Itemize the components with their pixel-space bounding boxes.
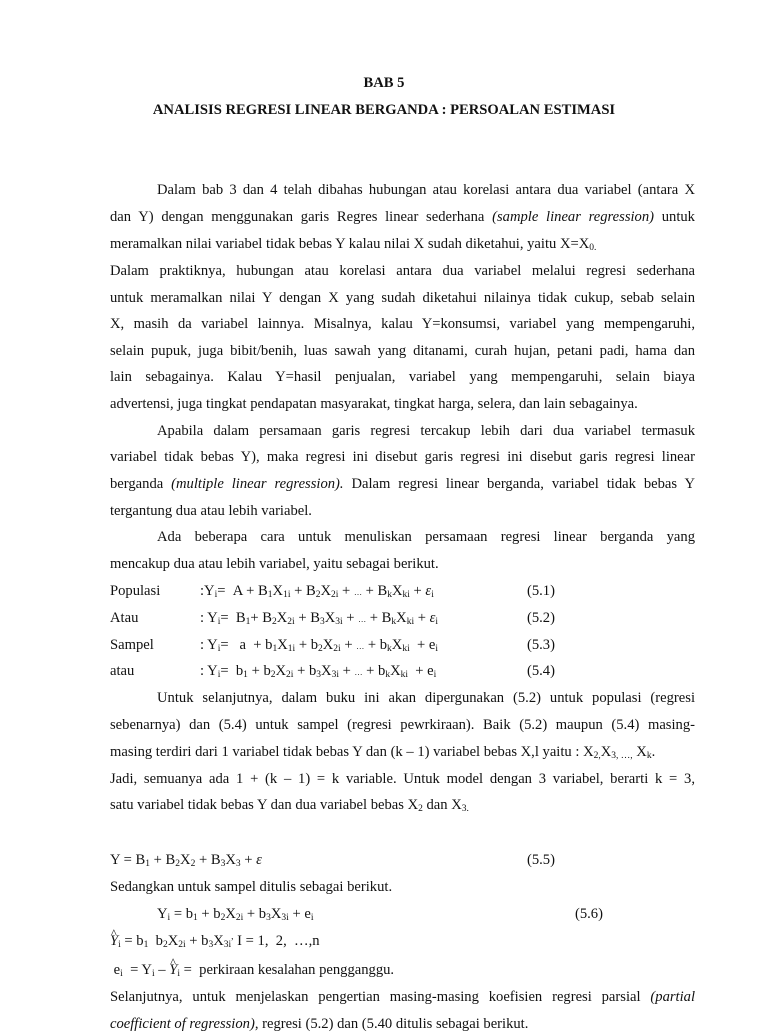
equation-estimated-y: ^ $Y_i = b_1$ $b_2X_{2i} + b_3X_{3i}^,$ I = 1, 2, …,n — [110, 932, 695, 950]
paragraph-4-line-1: Ada beberapa cara untuk menuliskan persamaan regresi linear berganda yang — [157, 529, 695, 545]
paragraph-6-line-2: coefficient of regression), regresi (5.2) dan (5.40 ditulis sebagai berikut. — [110, 1016, 529, 1032]
paragraph-4-line-2: mencakup dua atau lebih variabel, yaitu sebagai berikut. — [110, 556, 439, 572]
paragraph-1-line-2: dan Y) dengan menggunakan garis Regres linear sederhana (sample linear regression) untuk — [110, 209, 695, 225]
paragraph-3-line-3: berganda (multiple linear regression). Dalam regresi linear berganda, variabel tidak bebas Y — [110, 476, 695, 492]
paragraph-5-line-3: masing terdiri dari 1 variabel tidak bebas Y dan (k – 1) variabel bebas X,l yaitu : $X_{2,}X_{3, \dots,}$ $X_k$. — [110, 744, 656, 761]
equation-error-term: $e_i = Y_i$ – ^ $Y_i$ = perkiraan kesalahan pengganggu. — [110, 961, 695, 979]
chapter-title: ANALISIS REGRESI LINEAR BERGANDA : PERSOALAN ESTIMASI — [152, 102, 616, 118]
paragraph-1-line-1: Dalam bab 3 dan 4 telah dibahas hubungan atau korelasi antara dua variabel (antara X — [157, 182, 695, 198]
document-page: BAB 5 ANALISIS REGRESI LINEAR BERGANDA : PERSOALAN ESTIMASI Dalam bab 3 dan 4 telah dibahas hubungan atau korelasi antara dua variabel (antara X dan Y) dengan menggunakan garis Regres linear sederhana (sample linear regression) untuk meramalkan nilai variabel tidak bebas Y kalau nilai X sudah diketahui, yaitu $X=X_{0.}$ Dalam praktiknya, hubungan atau korelasi antara dua variabel melalui regresi sederhana untuk meramalkan nilai Y dengan X yang sudah diketahui nilainya tidak cukup, sebab selain X, masih da variabel lainnya. Misalnya, kalau Y=konsumsi, variabel yang mempengaruhi, selain pupuk, juga bibit/benih, luas sawah yang ditanami, curah hujan, petani padi, hama dan lain sebagainya. Kalau Y=hasil penjualan, variabel yang mempengaruhi, selain biaya advertensi, juga tingkat pendapatan masyarakat, tingkat harga, selera, dan lain sebagainya. Apabila dalam persamaan garis regresi tercakup lebih dari dua variabel termasuk variabel tidak bebas Y), maka regresi ini disebut garis regresi ini disebut garis regresi linear berganda (multiple linear regression). Dalam regresi linear berganda, variabel tidak bebas Y tergantung dua atau lebih variabel. Ada beberapa cara untuk menuliskan persamaan regresi linear berganda yang mencakup dua atau lebih variabel, yaitu sebagai berikut. Populasi $:Y_i= A + B_1X_{1i} + B_2X_{2i}$ + … + $B_kX_{ki} + \varepsilon_i$ (5.1) Atau : $Y_i= B_1+ B_2X_{2i} + B_3X_{3i}$ + … + $B_kX_{ki} + \varepsilon_i$ (5.2) Sampel : $Y_i= a + b_1X_{1i} + b_2X_{2i}$ + … + $b_kX_{ki} + e_i$ (5.3) atau : $Y_i= b_1 + b_2X_{2i} + b_3X_{3i}$ + … + $b_kX_{ki} + e_i$ (5.4) Untuk selanjutnya, dalam buku ini akan dipergunakan (5.2) untuk populasi (regresi sebenarnya) dan (5.4) untuk sampel (regresi pewrkiraan). Baik (5.2) maupun (5.4) masing- masing terdiri dari 1 variabel tidak bebas Y dan (k – 1) variabel bebas X,l yaitu : $X_{2,}X_{3, \dots,}$ $X_k$. Jadi, semuanya ada 1 + (k – 1) = k variable. Untuk model dengan 3 variabel, berarti k = 3, satu variabel tidak bebas Y dan dua variabel bebas $X_2$ dan $X_{3.}$ $Y = B_1 + B_2X_2 + B_3X_3 + \varepsilon$ (5.5) Sedangkan untuk sampel ditulis sebagai berikut. $Y_i = b_1 + b_2X_{2i} + b_3X_{3i} + e_i$ (5.6) ^ $Y_i = b_1$ $b_2X_{2i} + b_3X_{3i}^,$ I = 1, 2, …,n $e_i = Y_i$ – ^ $Y_i$ = perkiraan kesalahan pengganggu. Selanjutnya, untuk menjelaskan pengertian masing-masing koefisien regresi parsial (partial coefficient of regression), regresi (5.2) dan (5.40 ditulis sebagai berikut. — [0, 0, 768, 1024]
paragraph-5-line-2: sebenarnya) dan (5.4) untuk sampel (regresi pewrkiraan). Baik (5.2) maupun (5.4) masing- — [110, 717, 695, 733]
paragraph-5-line-5: satu variabel tidak bebas Y dan dua variabel bebas $X_2$ dan $X_{3.}$ — [110, 797, 469, 814]
paragraph-5-line-4: Jadi, semuanya ada 1 + (k – 1) = k variable. Untuk model dengan 3 variabel, berarti k = 3, — [110, 771, 695, 787]
paragraph-6-line-1: Selanjutnya, untuk menjelaskan pengertian masing-masing koefisien regresi parsial (partial — [110, 989, 695, 1005]
sample-intro: Sedangkan untuk sampel ditulis sebagai berikut. — [110, 879, 393, 895]
paragraph-3-line-2: variabel tidak bebas Y), maka regresi ini disebut garis regresi ini disebut garis regresi linear — [110, 449, 695, 465]
paragraph-2-line: lain sebagainya. Kalau Y=hasil penjualan, variabel yang mempengaruhi, selain biaya — [110, 369, 695, 385]
paragraph-3-line-4: tergantung dua atau lebih variabel. — [110, 503, 312, 519]
chapter-number: BAB 5 — [363, 75, 405, 91]
paragraph-2-line: advertensi, juga tingkat pendapatan masyarakat, tingkat harga, selera, dan lain sebagainya. — [110, 396, 638, 412]
equation-5-5: $Y = B_1 + B_2X_2 + B_3X_3 + \varepsilon$ (5.5) — [110, 852, 555, 869]
paragraph-2-line: Dalam praktiknya, hubungan atau korelasi antara dua variabel melalui regresi sederhana — [110, 263, 695, 279]
paragraph-2-line: untuk meramalkan nilai Y dengan X yang sudah diketahui nilainya tidak cukup, sebab selain — [110, 290, 695, 306]
paragraph-2-line: selain pupuk, juga bibit/benih, luas sawah yang ditanami, curah hujan, petani padi, hama dan — [110, 343, 695, 359]
paragraph-3-line-1: Apabila dalam persamaan garis regresi tercakup lebih dari dua variabel termasuk — [157, 423, 695, 439]
paragraph-1-line-3: meramalkan nilai variabel tidak bebas Y kalau nilai X sudah diketahui, yaitu $X=X_{0.}$ — [110, 236, 597, 253]
paragraph-5-line-1: Untuk selanjutnya, dalam buku ini akan dipergunakan (5.2) untuk populasi (regresi — [157, 690, 695, 706]
paragraph-2-line: X, masih da variabel lainnya. Misalnya, kalau Y=konsumsi, variabel yang mempengaruhi, — [110, 316, 695, 332]
